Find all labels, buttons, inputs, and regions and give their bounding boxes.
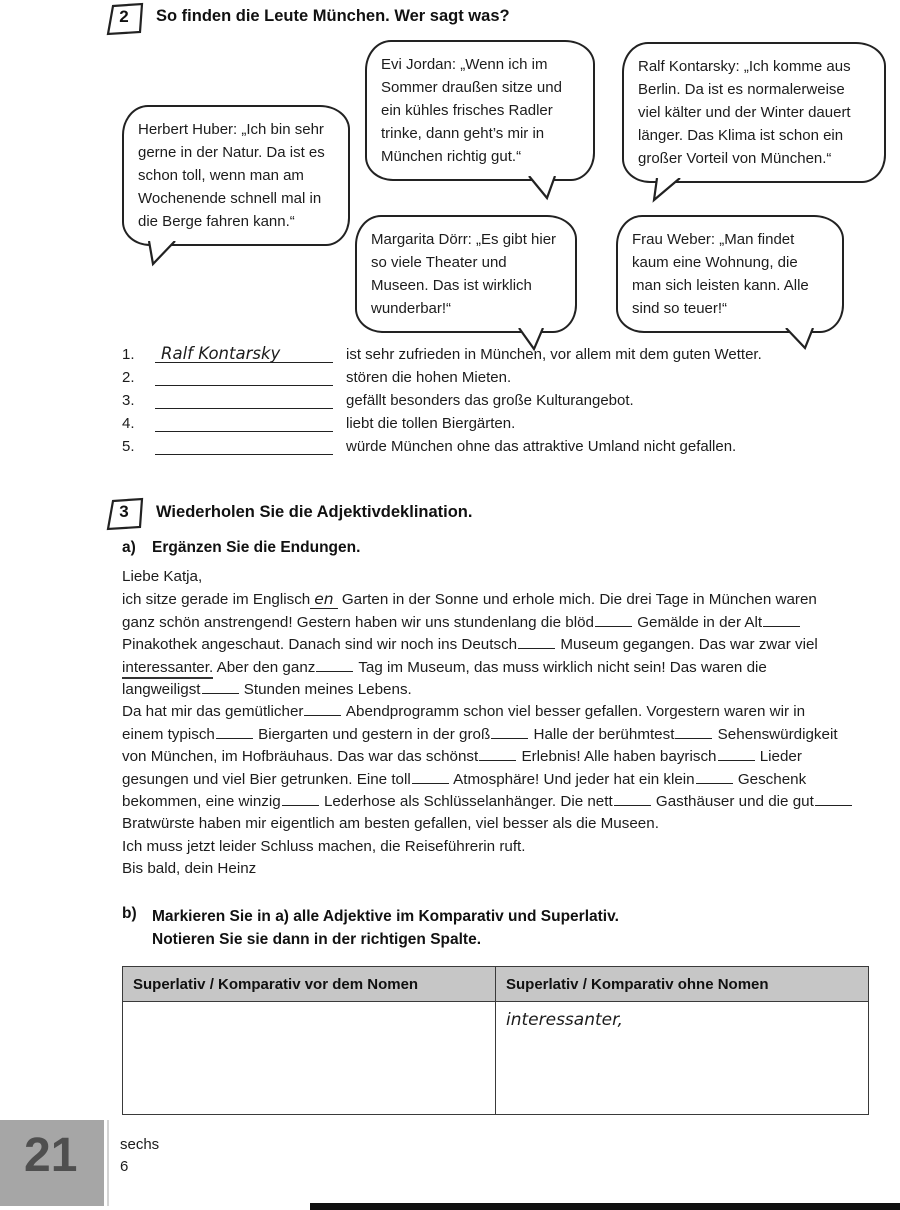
answer-line[interactable] bbox=[155, 413, 333, 432]
part-b-heading bbox=[122, 905, 619, 951]
table-header-row bbox=[123, 967, 869, 1002]
item-text: stören die hohen Mieten. bbox=[346, 369, 512, 386]
part-b-label: b) bbox=[122, 905, 137, 922]
ending-blank[interactable] bbox=[614, 792, 651, 806]
letter-line: bekommen, eine winzig Lederhose als Schlüsselanhänger. Die nett Gasthäuser und die gut bbox=[122, 791, 884, 813]
item-text: liebt die tollen Biergärten. bbox=[346, 415, 516, 432]
letter-line: ganz schön anstrengend! Gestern haben wir uns stundenlang die blöd Gemälde in der Alt bbox=[122, 612, 884, 634]
answer-line[interactable] bbox=[155, 436, 333, 455]
list-item bbox=[122, 344, 892, 367]
ending-blank[interactable] bbox=[763, 613, 800, 627]
ending-blank[interactable] bbox=[491, 725, 528, 739]
letter-line: interessanter. Aber den ganz Tag im Museum, das muss wirklich nicht sein! Das waren die bbox=[122, 657, 884, 679]
ending-blank[interactable] bbox=[675, 725, 712, 739]
page-number-word: sechs bbox=[120, 1136, 160, 1153]
part-b-title-line1: Markieren Sie in a) alle Adjektive im Komparativ und Superlativ. bbox=[152, 908, 619, 925]
bubble-tail bbox=[525, 176, 559, 202]
ending-blank[interactable] bbox=[316, 658, 353, 672]
item-text: würde München ohne das attraktive Umland nicht gefallen. bbox=[346, 438, 737, 455]
table-header-ohne-nomen: Superlativ / Komparativ ohne Nomen bbox=[496, 967, 869, 1002]
ending-blank[interactable] bbox=[815, 792, 852, 806]
answer-line[interactable] bbox=[155, 390, 333, 409]
ending-blank[interactable] bbox=[518, 635, 555, 649]
exercise-2-title: So finden die Leute München. Wer sagt was? bbox=[156, 7, 510, 25]
footer-divider bbox=[107, 1120, 109, 1206]
part-a-label: a) bbox=[122, 539, 136, 556]
answer-line[interactable] bbox=[155, 367, 333, 386]
ending-blank[interactable] bbox=[595, 613, 632, 627]
marked-comparative-word: interessanter. bbox=[122, 659, 213, 679]
letter-line: einem typisch Biergarten und gestern in der groß Halle der berühmtest Sehenswürdigkeit bbox=[122, 725, 838, 743]
table-cell-vor-dem-nomen[interactable] bbox=[123, 1002, 496, 1115]
letter-text bbox=[122, 566, 884, 881]
speech-bubble-margarita-doerr bbox=[355, 215, 577, 333]
letter-line: Pinakothek angeschaut. Danach sind wir noch ins Deutsch Museum gegangen. Das war zwar viel bbox=[122, 636, 818, 654]
part-b-title-line2: Notieren Sie sie dann in der richtigen Spalte. bbox=[152, 931, 482, 948]
ending-blank[interactable] bbox=[304, 702, 341, 716]
bottom-black-bar bbox=[310, 1203, 900, 1210]
list-item bbox=[122, 413, 892, 436]
bubble-tail bbox=[650, 178, 684, 204]
part-b-title bbox=[152, 905, 619, 951]
letter-line: Bis bald, dein Heinz bbox=[122, 860, 257, 878]
ending-blank[interactable] bbox=[202, 680, 239, 694]
exercise-2-badge bbox=[104, 2, 146, 38]
item-text: ist sehr zufrieden in München, vor allem mit dem guten Wetter. bbox=[346, 346, 762, 363]
exercise-3-number: 3 bbox=[119, 502, 129, 521]
letter-line: ich sitze gerade im Englisch en Garten in der Sonne und erhole mich. Die drei Tage in München waren bbox=[122, 590, 817, 609]
list-item bbox=[122, 436, 892, 459]
bubble-text: Herbert Huber: „Ich bin sehr gerne in der Natur. Da ist es schon toll, wenn man am Wochenende schnell mal in die Berge fahren kann.“ bbox=[138, 121, 325, 230]
ending-blank[interactable] bbox=[216, 725, 253, 739]
item-text: gefällt besonders das große Kulturangebot. bbox=[346, 392, 634, 409]
speech-bubble-herbert-huber bbox=[122, 105, 350, 246]
table-cell-ohne-nomen[interactable]: interessanter, bbox=[496, 1002, 869, 1115]
item-number: 3. bbox=[122, 392, 135, 409]
table-body-row bbox=[123, 1002, 869, 1115]
bubble-text: Ralf Kontarsky: „Ich komme aus Berlin. Da ist es normalerweise viel kälter und der Winter dauert länger. Das Klima ist schon ein großer Vorteil von München.“ bbox=[638, 58, 851, 167]
letter-line: Da hat mir das gemütlicher Abendprogramm schon viel besser gefallen. Vorgestern waren wir in bbox=[122, 703, 806, 721]
part-a-title: Ergänzen Sie die Endungen. bbox=[152, 539, 361, 556]
letter-line: gesungen und viel Bier getrunken. Eine toll Atmosphäre! Und jeder hat ein klein Geschenk bbox=[122, 770, 807, 788]
speech-bubble-evi-jordan bbox=[365, 40, 595, 181]
chapter-number: 21 bbox=[24, 1129, 78, 1182]
letter-line: von München, im Hofbräuhaus. Das war das schönst Erlebnis! Alle haben bayrisch Lieder bbox=[122, 748, 802, 766]
ending-blank[interactable] bbox=[412, 770, 449, 784]
exercise-3-badge bbox=[104, 497, 146, 533]
exercise-2-answer-list bbox=[122, 344, 892, 459]
list-item bbox=[122, 367, 892, 390]
item-number: 1. bbox=[122, 346, 135, 363]
bubble-text: Evi Jordan: „Wenn ich im Sommer draußen sitze und ein kühles frisches Radler trinke, dann geht’s mir in München richtig gut.“ bbox=[381, 56, 562, 165]
page-number: 6 bbox=[120, 1158, 129, 1175]
table-header-vor-dem-nomen: Superlativ / Komparativ vor dem Nomen bbox=[123, 967, 496, 1002]
item-number: 5. bbox=[122, 438, 135, 455]
speech-bubble-frau-weber bbox=[616, 215, 844, 333]
exercise-3-title: Wiederholen Sie die Adjektivdeklination. bbox=[156, 503, 473, 521]
handwritten-ending: en bbox=[310, 590, 337, 609]
ending-blank[interactable] bbox=[282, 792, 319, 806]
item-number: 4. bbox=[122, 415, 135, 432]
list-item bbox=[122, 390, 892, 413]
letter-line: langweiligst Stunden meines Lebens. bbox=[122, 681, 412, 699]
ending-blank[interactable] bbox=[479, 747, 516, 761]
letter-line: Ich muss jetzt leider Schluss machen, die Reiseführerin ruft. bbox=[122, 837, 526, 855]
letter-line: Bratwürste haben mir eigentlich am besten gefallen, viel besser als die Museen. bbox=[122, 815, 659, 833]
speech-bubble-ralf-kontarsky bbox=[622, 42, 886, 183]
answer-line[interactable] bbox=[155, 344, 333, 363]
handwritten-answer: Ralf Kontarsky bbox=[161, 344, 281, 363]
item-number: 2. bbox=[122, 369, 135, 386]
komparativ-superlativ-table bbox=[122, 966, 869, 1115]
ending-blank[interactable] bbox=[718, 747, 755, 761]
bubble-text: Margarita Dörr: „Es gibt hier so viele Theater und Museen. Das ist wirklich wunderbar!“ bbox=[371, 231, 557, 317]
bubble-tail bbox=[144, 241, 178, 267]
exercise-2-number: 2 bbox=[119, 7, 129, 26]
letter-line: Liebe Katja, bbox=[122, 568, 203, 585]
part-a-heading bbox=[122, 539, 360, 557]
ending-blank[interactable] bbox=[696, 770, 733, 784]
bubble-text: Frau Weber: „Man findet kaum eine Wohnung, die man sich leisten kann. Alle sind so teuer!“ bbox=[632, 231, 809, 317]
